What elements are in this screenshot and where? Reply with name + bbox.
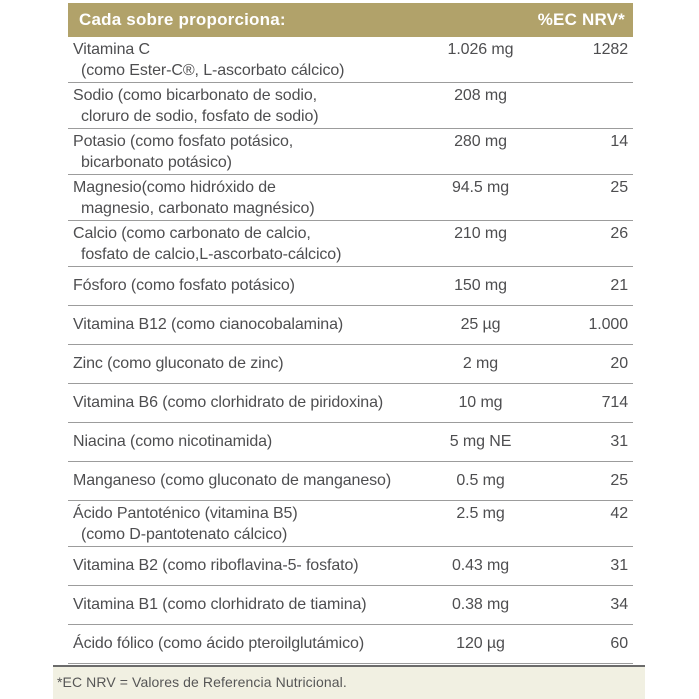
nutrient-nrv-value: 21	[610, 277, 628, 294]
table-row	[68, 345, 633, 384]
nutrient-name: Potasio (como fosfato potásico, bicarbonato potásico)	[73, 133, 294, 171]
footnote-text: *EC NRV = Valores de Referencia Nutricional.	[57, 674, 347, 690]
table-row	[68, 267, 633, 306]
nutrient-amount: 25 µg	[460, 316, 501, 333]
table-row	[68, 547, 633, 586]
nutrient-amount: 120 µg	[456, 635, 505, 652]
nutrient-name: Fósforo (como fosfato potásico)	[73, 277, 295, 294]
nutrient-nrv-value: 1282	[592, 41, 628, 58]
table-row	[68, 625, 633, 664]
nutrient-name: Vitamina B12 (como cianocobalamina)	[73, 316, 344, 333]
table-row	[68, 37, 633, 83]
nutrient-name: Niacina (como nicotinamida)	[73, 433, 273, 450]
nutrient-nrv-value: 714	[601, 394, 628, 411]
nutrient-amount: 5 mg NE	[449, 433, 512, 450]
nutrient-name: Ácido fólico (como ácido pteroilglutámico)	[73, 635, 365, 652]
nutrient-name: Calcio (como carbonato de calcio, fosfato de calcio,L-ascorbato-cálcico)	[73, 225, 342, 263]
nutrient-nrv-value: 60	[610, 635, 628, 652]
nutrient-name: Vitamina B6 (como clorhidrato de piridoxina)	[73, 394, 384, 411]
table-row	[68, 423, 633, 462]
table-row	[68, 586, 633, 625]
nutrient-amount: 210 mg	[454, 225, 507, 242]
table-row	[68, 221, 633, 267]
table-row	[68, 384, 633, 423]
nutrient-amount: 0.43 mg	[451, 557, 510, 574]
nutrient-amount: 0.38 mg	[451, 596, 510, 613]
nutrient-name: Vitamina B1 (como clorhidrato de tiamina)	[73, 596, 367, 613]
table-title: Cada sobre proporciona:	[79, 10, 286, 29]
nutrient-amount: 1.026 mg	[447, 41, 514, 58]
nutrient-amount: 0.5 mg	[456, 472, 505, 489]
nutrient-name: Zinc (como gluconato de zinc)	[73, 355, 284, 372]
nutrient-name: Manganeso (como gluconato de manganeso)	[73, 472, 392, 489]
nutrient-nrv-value	[543, 86, 633, 128]
nutrient-name: Magnesio(como hidróxido de magnesio, carbonato magnésico)	[73, 179, 315, 217]
supplement-facts-table	[68, 3, 633, 664]
nutrient-nrv-value: 42	[610, 505, 628, 522]
nutrient-nrv-value: 20	[610, 355, 628, 372]
nutrient-nrv-value: 25	[610, 179, 628, 196]
table-row	[68, 129, 633, 175]
nrv-column-header: %EC NRV*	[537, 10, 625, 29]
nutrient-nrv-value: 25	[610, 472, 628, 489]
nutrient-amount: 10 mg	[458, 394, 503, 411]
nutrient-nrv-value: 1.000	[588, 316, 628, 333]
table-row	[68, 83, 633, 129]
footnote-band	[53, 665, 645, 699]
nutrient-nrv-value: 14	[610, 133, 628, 150]
nutrient-amount: 208 mg	[454, 87, 507, 104]
table-row	[68, 175, 633, 221]
rows	[68, 37, 633, 664]
nutrient-nrv-value: 26	[610, 225, 628, 242]
table-row	[68, 501, 633, 547]
nutrient-nrv-value: 34	[610, 596, 628, 613]
nutrient-amount: 150 mg	[454, 277, 507, 294]
nutrient-amount: 2.5 mg	[456, 505, 505, 522]
nutrient-nrv-value: 31	[610, 433, 628, 450]
nutrient-nrv-value: 31	[610, 557, 628, 574]
table-row	[68, 306, 633, 345]
nutrient-amount: 280 mg	[454, 133, 507, 150]
nutrient-name: Vitamina B2 (como riboflavina-5- fosfato)	[73, 557, 359, 574]
table-row	[68, 462, 633, 501]
nutrient-name: Sodio (como bicarbonato de sodio, cloruro de sodio, fosfato de sodio)	[73, 87, 319, 125]
nutrient-amount: 94.5 mg	[451, 179, 510, 196]
nutrient-name: Vitamina C (como Ester-C®, L-ascorbato cálcico)	[73, 41, 345, 79]
nutrient-amount: 2 mg	[462, 355, 499, 372]
nutrient-name: Ácido Pantoténico (vitamina B5) (como D-pantotenato cálcico)	[73, 505, 298, 543]
table-header-bar	[68, 3, 633, 37]
